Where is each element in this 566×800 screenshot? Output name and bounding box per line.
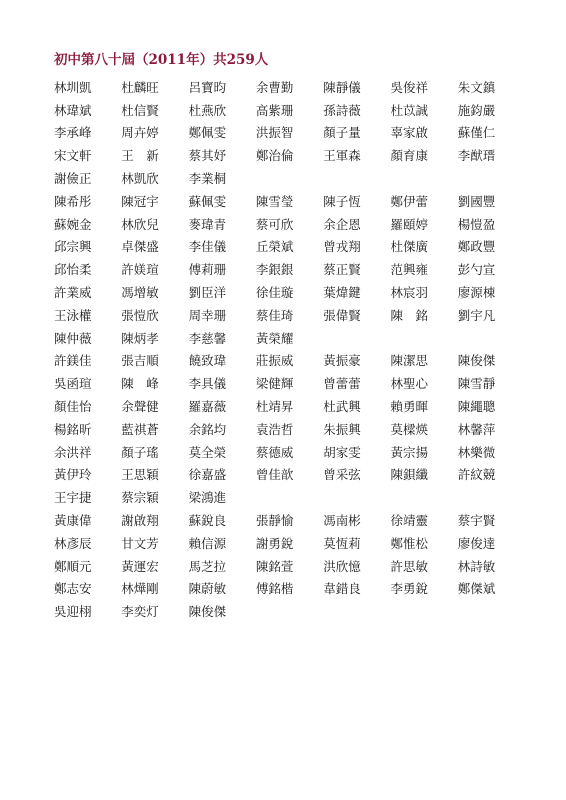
name-entry: 梁健輝	[255, 376, 294, 392]
name-entry: 許鎂佳	[54, 353, 92, 369]
name-entry: 陳仲薇	[54, 330, 92, 346]
name-entry: 饒致瑋	[188, 353, 227, 369]
name-entry: 劉臣洋	[188, 285, 227, 301]
name-entry: 蘇婉金	[54, 216, 92, 232]
name-list	[54, 76, 525, 623]
name-entry: 李具儀	[188, 376, 227, 392]
name-entry: 鄭伊蕾	[390, 193, 428, 209]
name-entry: 許業威	[54, 285, 92, 301]
name-entry: 黃宗揚	[390, 444, 428, 460]
name-entry: 李慈馨	[188, 330, 227, 346]
name-entry: 麥瑋青	[188, 216, 227, 232]
name-entry: 蘇僅仁	[457, 125, 496, 141]
name-entry: 徐靖靈	[390, 513, 428, 529]
name-entry: 馬芝拉	[188, 558, 227, 574]
name-entry: 鄭傑斌	[457, 581, 496, 597]
name-entry: 余曹勤	[255, 79, 294, 95]
name-entry: 林欣兒	[121, 216, 159, 232]
name-entry: 辜家啟	[390, 125, 428, 141]
name-entry: 許紋競	[457, 467, 496, 483]
name-entry: 甘文芳	[121, 535, 159, 551]
name-entry: 鄭志安	[54, 581, 92, 597]
name-entry: 陳俊傑	[457, 353, 496, 369]
name-entry: 徐佳璇	[255, 285, 294, 301]
name-entry: 蔡宇賢	[457, 513, 496, 529]
name-entry: 杜信賢	[121, 102, 159, 118]
name-entry: 黃康偉	[54, 513, 92, 529]
name-entry: 顏子量	[323, 125, 361, 141]
name-entry: 蔡正賢	[323, 262, 361, 278]
name-entry: 杜麟旺	[121, 79, 159, 95]
name-entry: 王宇捷	[54, 490, 92, 506]
name-entry: 羅嘉薇	[188, 399, 227, 415]
name-entry: 邱宗興	[54, 239, 92, 255]
name-entry: 徐嘉盛	[188, 467, 227, 483]
name-entry: 楊愷盈	[457, 216, 496, 232]
name-entry: 邱怡柔	[54, 262, 92, 278]
name-entry: 馮增敏	[121, 285, 159, 301]
name-entry: 陳繩聰	[457, 399, 496, 415]
name-entry: 賴勇暉	[390, 399, 428, 415]
name-entry: 黃運宏	[121, 558, 159, 574]
name-entry: 黃伊玲	[54, 467, 92, 483]
name-entry: 陳鋇纖	[390, 467, 428, 483]
name-entry: 高紫珊	[255, 102, 294, 118]
name-entry: 李銀銀	[255, 262, 294, 278]
name-entry: 鄭順元	[54, 558, 92, 574]
name-entry: 施鈞嚴	[457, 102, 496, 118]
name-entry: 林樂微	[457, 444, 496, 460]
name-entry: 葉煒鍵	[323, 285, 361, 301]
name-entry: 張靜愉	[255, 513, 294, 529]
name-entry: 陳子恆	[323, 193, 361, 209]
name-entry: 卓傑盛	[121, 239, 159, 255]
name-entry: 杜傑廣	[390, 239, 428, 255]
name-entry: 許思敏	[390, 558, 428, 574]
name-entry: 蔡可欣	[255, 216, 294, 232]
page-title: 初中第八十屆（2011年）共259人	[54, 52, 269, 68]
name-entry: 王 新	[121, 148, 159, 164]
name-entry: 莫全榮	[188, 444, 227, 460]
name-entry: 韋錯良	[323, 581, 361, 597]
name-entry: 袁浩哲	[255, 421, 294, 437]
name-entry: 王泳權	[54, 307, 92, 323]
name-entry: 顏育康	[390, 148, 428, 164]
name-entry: 謝勇銳	[255, 535, 294, 551]
name-entry: 余銘均	[188, 421, 227, 437]
name-entry: 蔡宗穎	[121, 490, 159, 506]
name-entry: 莊振威	[255, 353, 294, 369]
name-entry: 莫恆莉	[323, 535, 361, 551]
name-entry: 林凱欣	[121, 171, 159, 187]
name-entry: 陳 峰	[121, 376, 159, 392]
name-entry: 林聖心	[390, 376, 428, 392]
name-entry: 丘榮斌	[255, 239, 294, 255]
name-entry: 杜燕欣	[188, 102, 227, 118]
name-entry: 陳靜儀	[323, 79, 361, 95]
name-entry: 林燁剛	[121, 581, 159, 597]
name-entry: 蘇佩雯	[188, 193, 227, 209]
name-entry: 李業桐	[188, 171, 227, 187]
name-entry: 蔡德威	[255, 444, 294, 460]
name-entry: 陳銘萱	[255, 558, 294, 574]
name-entry: 鄭佩雯	[188, 125, 227, 141]
name-entry: 馮南彬	[323, 513, 361, 529]
name-entry: 鄭惟松	[390, 535, 428, 551]
name-entry: 余洪祥	[54, 444, 92, 460]
name-entry: 蔡佳琦	[255, 307, 294, 323]
name-entry: 張愷欣	[121, 307, 159, 323]
name-entry: 梁鴻進	[188, 490, 227, 506]
name-entry: 王軍森	[323, 148, 361, 164]
name-entry: 孫詩薇	[323, 102, 361, 118]
name-entry: 林彥辰	[54, 535, 92, 551]
name-entry: 陳蔚敏	[188, 581, 227, 597]
name-entry: 朱振興	[323, 421, 361, 437]
name-entry: 賴信源	[188, 535, 227, 551]
name-entry: 蘇銳良	[188, 513, 227, 529]
name-entry: 廖源棟	[457, 285, 496, 301]
name-entry: 周幸珊	[188, 307, 227, 323]
name-entry: 顏佳怡	[54, 399, 92, 415]
name-entry: 胡家雯	[323, 444, 361, 460]
name-entry: 莫樑煐	[390, 421, 428, 437]
name-entry: 李佳儀	[188, 239, 227, 255]
name-entry: 曾佳歆	[255, 467, 294, 483]
name-entry: 陳 銘	[390, 307, 428, 323]
name-entry: 鄭政豐	[457, 239, 496, 255]
name-entry: 張偉賢	[323, 307, 361, 323]
name-entry: 陳雪靜	[457, 376, 496, 392]
name-entry: 杜靖昇	[255, 399, 294, 415]
name-entry: 吳函瑄	[54, 376, 92, 392]
name-entry: 顏子瑤	[121, 444, 159, 460]
name-entry: 羅頤婷	[390, 216, 428, 232]
name-entry: 余企恩	[323, 216, 361, 232]
name-entry: 林馨萍	[457, 421, 496, 437]
name-entry: 李猷瑨	[457, 148, 496, 164]
name-entry: 張吉順	[121, 353, 159, 369]
name-entry: 陳潔思	[390, 353, 428, 369]
name-entry: 林詩敏	[457, 558, 496, 574]
name-entry: 杜武興	[323, 399, 361, 415]
name-entry: 洪振智	[255, 125, 294, 141]
name-entry: 陳炳孝	[121, 330, 159, 346]
name-entry: 吳迎栩	[54, 604, 92, 620]
name-entry: 李奕灯	[121, 604, 159, 620]
name-entry: 劉宇凡	[457, 307, 496, 323]
name-entry: 許媄瑄	[121, 262, 159, 278]
name-entry: 林宸羽	[390, 285, 428, 301]
name-entry: 黃振豪	[323, 353, 361, 369]
name-entry: 王思穎	[121, 467, 159, 483]
name-entry: 蔡其妤	[188, 148, 227, 164]
name-entry: 傅莉珊	[188, 262, 227, 278]
name-entry: 傅銘楷	[255, 581, 294, 597]
name-entry: 彭勺宣	[457, 262, 496, 278]
name-entry: 杜苡誠	[390, 102, 428, 118]
name-entry: 陳俊傑	[188, 604, 227, 620]
name-entry: 謝啟翔	[121, 513, 159, 529]
name-entry: 吳俊祥	[390, 79, 428, 95]
name-entry: 李勇銳	[390, 581, 428, 597]
name-entry: 呂寶昀	[188, 79, 227, 95]
name-entry: 陳雪瑩	[255, 193, 294, 209]
name-entry: 黃榮耀	[255, 330, 294, 346]
name-entry: 周卉婷	[121, 125, 159, 141]
name-entry: 朱文鎮	[457, 79, 496, 95]
name-entry: 鄭治倫	[255, 148, 294, 164]
name-entry: 林瑋斌	[54, 102, 92, 118]
name-entry: 林圳凱	[54, 79, 92, 95]
name-entry: 曾戎翔	[323, 239, 361, 255]
name-entry: 范興雍	[390, 262, 428, 278]
name-entry: 陳希彤	[54, 193, 92, 209]
name-entry: 曾蕾蕾	[323, 376, 361, 392]
name-entry: 曾采弦	[323, 467, 361, 483]
name-entry: 藍祺蒼	[121, 421, 159, 437]
name-entry: 謝儉正	[54, 171, 92, 187]
name-entry: 廖俊達	[457, 535, 496, 551]
name-entry: 陳冠宇	[121, 193, 159, 209]
name-entry: 余聲健	[121, 399, 159, 415]
name-entry: 宋文軒	[54, 148, 92, 164]
name-entry: 李承峰	[54, 125, 92, 141]
name-entry: 劉國豐	[457, 193, 496, 209]
name-entry: 洪欣憶	[323, 558, 361, 574]
name-entry: 楊銘昕	[54, 421, 92, 437]
